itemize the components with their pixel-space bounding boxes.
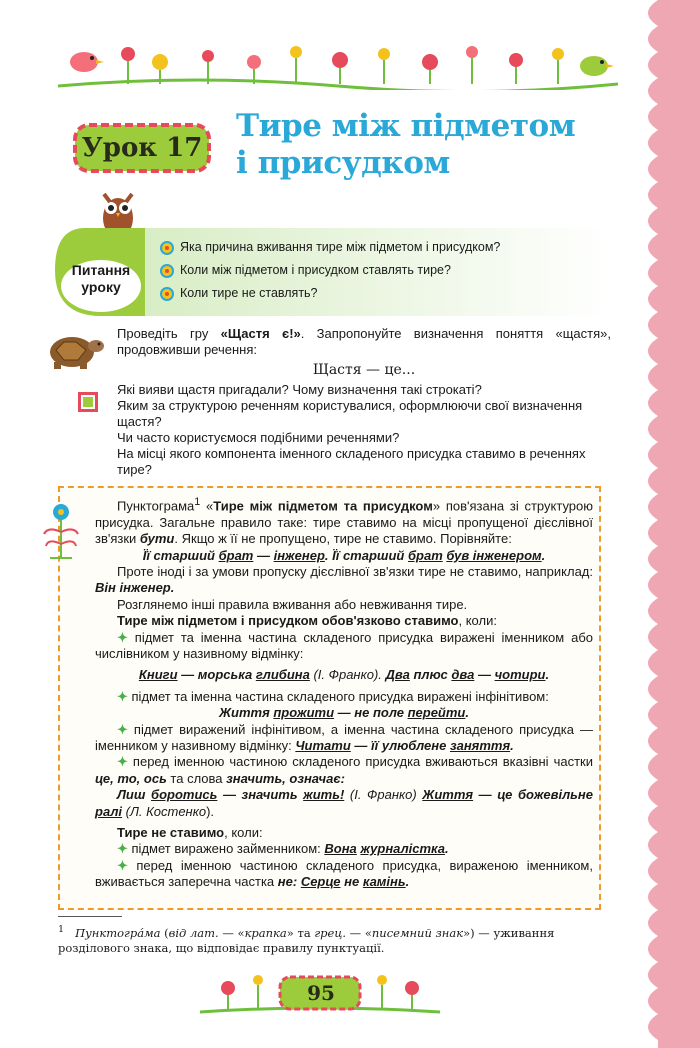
footnote: $^1$ Пунктогра́ма (від лат. — «крапка» та грец. — «писемний знак») — уживання розділового знака, що відповідає правилу пунктуації. [58,924,555,955]
footnote-ref: 1 [194,496,201,508]
task-formula: Щастя — це... [312,362,416,378]
label-line-2: уроку [81,279,121,295]
task-question: На місці якого компонента іменного складеного присудка ставимо в реченнях тире? [117,446,586,477]
star-bullet-icon: ✦ [117,629,135,645]
rule-condition: ✦ перед іменною частиною складеного присудка, вираженою іменником, вживається заперечна частка не: Серце не камінь. [95,857,593,890]
rule-example: Життя прожити — не поле перейти. [218,705,470,721]
rule-paragraph: Пунктограма$^1$ «Тире між підметом та присудком» пов'язана зі структурою присудка. Загальне правило таке: тире ставимо на місці пропущеної дієслівної зв'язки бути. Якщо ж її не пропущено, тире не ставимо. Порівняйте: [95,496,594,547]
page-edge-decoration [628,0,700,1048]
question-item [160,263,451,278]
star-bullet-icon: ✦ [117,721,134,737]
title-line-1: Тире між підметом [236,108,576,144]
rule-text [95,494,593,891]
page-title [236,108,575,182]
task-question: Чи часто користуємося подібними реченнями? [117,430,400,445]
question-item [160,240,500,255]
lesson-badge [72,122,212,174]
rule-condition: ✦ підмет виражений інфінітивом, а іменна частина складеного присудка — іменником у називному відмінку: Читати — її улюблене заняття. [95,721,593,754]
task-question: Які вияви щастя пригадали? Чому визначення такі строкаті? [117,382,482,397]
rule-example: Книги — морська глибина (І. Франко). Два плюс два — чотири. [138,667,550,683]
question-item [160,286,318,301]
title-line-2: і присудком [236,145,450,181]
flower-ornament-icon [36,498,86,562]
turtle-icon [42,326,108,372]
bullet-icon [160,241,174,255]
task-questions [117,382,611,478]
task-intro: Проведіть гру «Щастя є!». Запропонуйте визначення поняття «щастя», продовживши речення: [117,326,611,357]
star-bullet-icon: ✦ [117,857,137,873]
lesson-questions-label [62,262,140,296]
page-number: 95 [307,981,335,1005]
task-question: Яким за структурою реченням користувалися, оформлюючи свої визначення щастя? [117,398,583,429]
bird-icon [580,56,614,76]
question-text: Коли тире не ставлять? [180,286,318,300]
star-bullet-icon: ✦ [117,688,132,704]
game-name: «Щастя є!» [220,326,301,341]
floral-border-top [58,40,618,90]
star-bullet-icon: ✦ [117,754,133,770]
label-line-1: Питання [71,262,131,278]
bullet-icon [160,287,174,301]
rule-condition: ✦ підмет та іменна частина складеного присудка виражені іменником або числівником у називному відмінку: [95,629,593,661]
rule-condition: ✦ підмет та іменна частина складеного присудка виражені інфінітивом: [117,688,549,704]
bird-icon [70,52,104,72]
task-square-icon [78,392,98,412]
rule-paragraph: Проте іноді і за умови пропуску дієслівної зв'язки тире не ставимо, наприклад: Він інженер. [95,563,593,596]
rule-example: Лиш боротись — значить жить! (І. Франко) Життя — це божевільне ралі (Л. Костенко). [95,787,593,819]
rule-heading: Тире не ставимо, коли: [117,825,263,841]
footnote-number: 1 [58,924,65,935]
rule-example: Її старший брат — інженер. Її старший брат був інженером. [142,547,546,563]
star-bullet-icon: ✦ [117,841,132,857]
lesson-number: Урок 17 [81,133,203,163]
bullet-icon [160,264,174,278]
question-text: Коли між підметом і присудком ставлять тире? [180,263,451,277]
question-text: Яка причина вживання тире між підметом і присудком? [180,240,501,254]
rule-paragraph: Розглянемо інші правила вживання або невживання тире. [117,596,468,612]
footnote-divider [58,916,122,917]
rule-condition: ✦ підмет виражено займенником: Вона журналістка. [117,841,449,857]
rule-heading: Тире між підметом і присудком обов'язково ставимо, коли: [117,613,497,629]
rule-condition: ✦ перед іменною частиною складеного присудка вживаються вказівні частки це, то, ось та слова значить, означає: [95,754,593,786]
